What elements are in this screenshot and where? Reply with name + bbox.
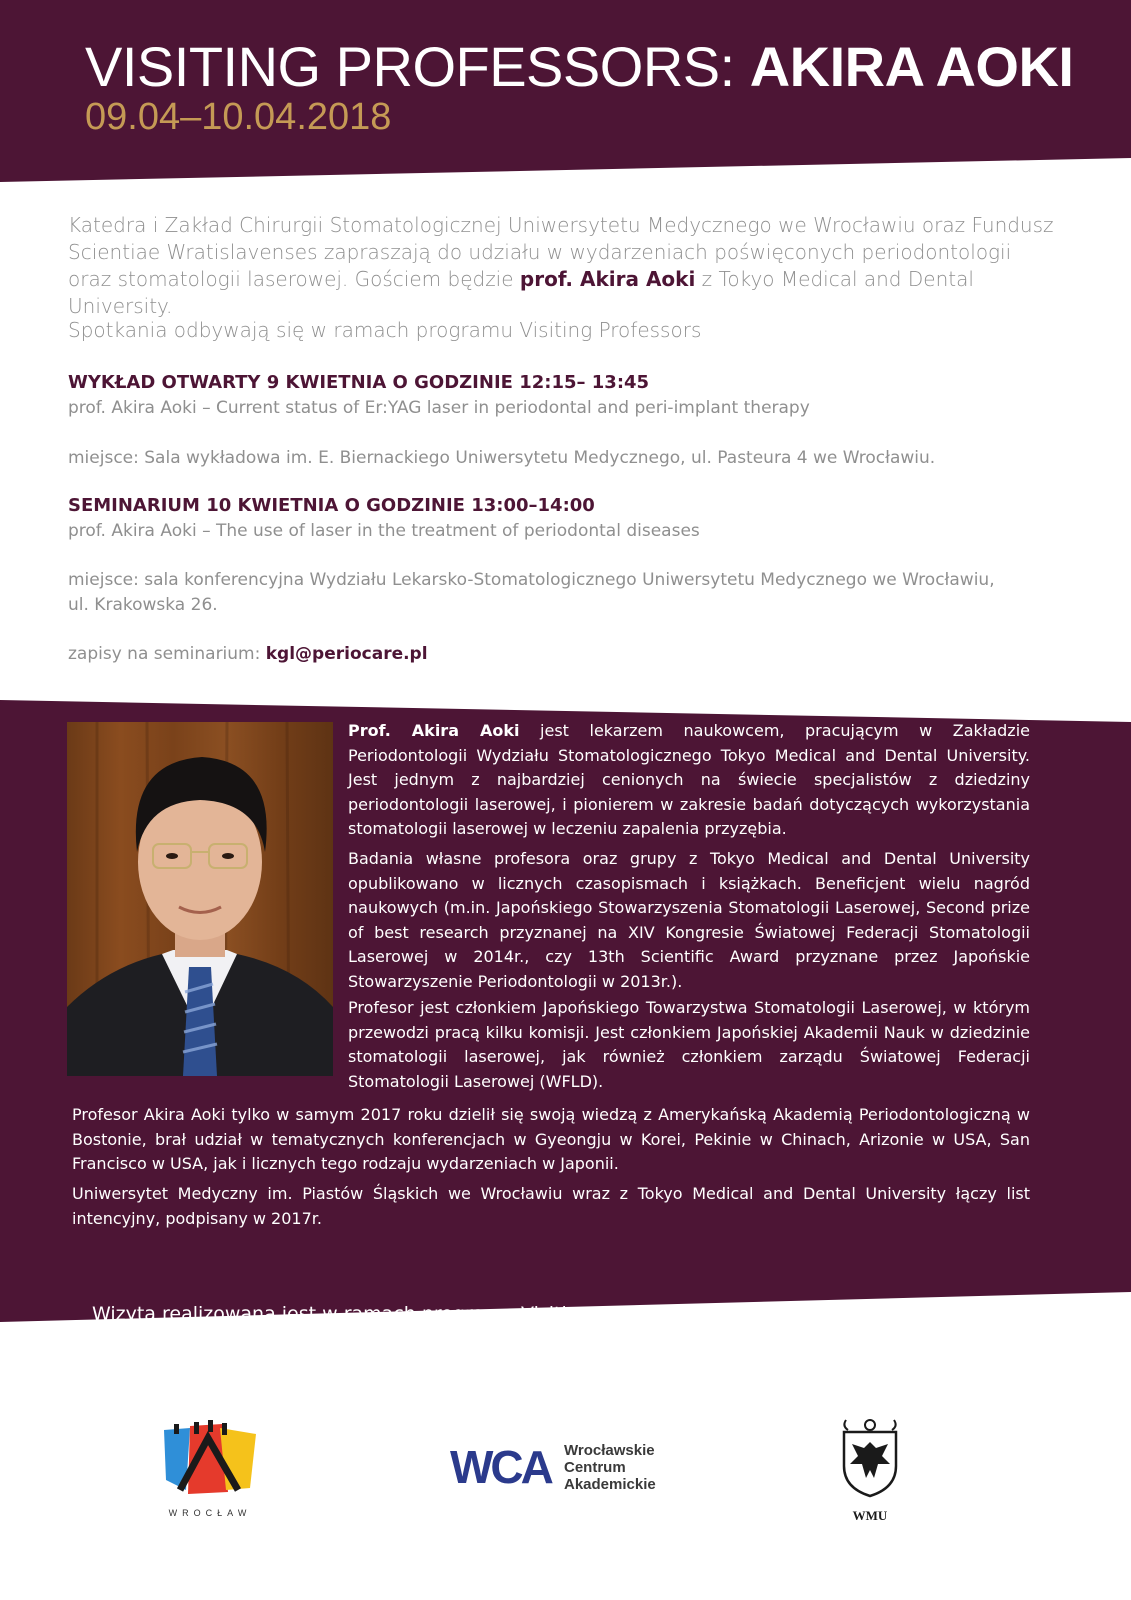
intro-paragraph [68,212,1058,320]
signup-line [68,642,1058,667]
bio-paragraph-2: Badania własne profesora oraz grupy z Tokyo Medical and Dental University opublikowano w licznych czasopismach i książkach. Beneficjent wielu nagród naukowych (m.in. Japońskiego Stowarzyszenia Stomatologii Laserowej, Second prize of best research przyznanej na XIV Kongresie Światowej Federacji Stomatologii Laserowej w 2014r., czy 13th Scientific Award przyznane przez Japońskie Stowarzyszenie Periodontologii w 2013r.). [348,849,1030,991]
intro-text-end: z Tokyo Medical and Dental University. [68,267,974,318]
wca-line1: Wrocławskie [564,1442,655,1459]
signup-label: zapisy na seminarium: [68,644,266,664]
funding-note-line1: Wizyta realizowana jest w ramach programu Visiting Professors, Fundusz Scientiae Wratislavienses, [91,1303,1039,1325]
title-bold: AKIRA AOKI [749,35,1074,98]
wca-logo [450,1440,670,1500]
guest-name: prof. Akira Aoki [519,267,696,291]
funding-note-line2: finansowanego ze środków Miasta Wrocław. [358,1331,773,1353]
title-light: VISITING PROFESSORS: [85,35,750,98]
bio-paragraph-5: Uniwersytet Medyczny im. Piastów Śląskich we Wrocławiu wraz z Tokyo Medical and Dental University łączy list intencyjny, podpisany w 2017r. [72,1184,1030,1228]
bio-paragraph-3: Profesor jest członkiem Japońskiego Towarzystwa Stomatologii Laserowej, w którym przewodzi pracą kilku komisji. Jest członkiem Japońskiej Akademii Nauk w dziedzinie stomatologii laserowej, jak również członkiem zarządu Światowej Federacji Stomatologii Laserowej (WFLD). [348,998,1030,1091]
professor-photo [67,722,333,1076]
bio-p1-text: jest lekarzem naukowcem, pracującym w Zakładzie Periodontologii Wydziału Stomatologicznego Tokyo Medical and Dental University. Jest jednym z najbardziej cenionych na świecie specjalistów z dziedziny periodontologii laserowej, i pionierem w zakresie badań dotyczących wykorzystania stomatologii laserowej w leczeniu zapalenia przyzębia. [348,721,1030,838]
funding-note [60,1300,1071,1356]
wca-line2: Centrum [564,1459,626,1476]
intro-text: Katedra i Zakład Chirurgii Stomatologicznej Uniwersytetu Medycznego we Wrocławiu oraz Fundusz Scientiae Wratislavenses zapraszają do udziału w wydarzeniach poświęconych periodontologii oraz stomatologii laserowej. Gościem będzie [68,213,1054,291]
page-title [85,34,1073,99]
bio-paragraph-1 [348,719,1030,842]
seminar-heading: SEMINARIUM 10 KWIETNIA O GODZINIE 13:00–14:00 [68,495,595,516]
wmu-logo [838,1418,902,1522]
event-dates: 09.04–10.04.2018 [85,96,392,138]
wca-line3: Akademickie [564,1476,656,1493]
lecture-place: miejsce: Sala wykładowa im. E. Biernackiego Uniwersytetu Medycznego, ul. Pasteura 4 we Wrocławiu. [68,448,936,468]
wroclaw-logo [160,1420,260,1520]
lecture-heading: WYKŁAD OTWARTY 9 KWIETNIA O GODZINIE 12:15– 13:45 [68,372,650,393]
wroclaw-logo-caption: WROCŁAW [168,1508,252,1518]
lecture-topic: prof. Akira Aoki – Current status of Er:YAG laser in periodontal and peri-implant therapy [68,398,810,418]
bio-paragraph-4: Profesor Akira Aoki tylko w samym 2017 roku dzielił się swoją wiedzą z Amerykańską Akademią Periodontologiczną w Bostonie, brał udział w tematycznych konferencjach w Gyeongju w Korei, Pekinie w Chinach, Arizonie w USA, San Francisco w USA, jak i licznych tego rodzaju wydarzeniach w Japonii. [72,1105,1030,1173]
wca-logo-text [564,1442,656,1493]
seminar-place: miejsce: sala konferencyjna Wydziału Lekarsko-Stomatologicznego Uniwersytetu Medycznego we Wrocławiu, ul. Krakowska 26. [68,570,995,615]
program-note: Spotkania odbywają się w ramach programu Visiting Professors [68,318,702,342]
signup-email-link[interactable]: kgl@periocare.pl [265,644,428,664]
bio-name: Prof. Akira Aoki [348,721,520,740]
wca-logo-mark-text: WCA [450,1441,551,1493]
wmu-logo-caption: WMU [852,1508,888,1523]
seminar-topic: prof. Akira Aoki – The use of laser in the treatment of periodontal diseases [68,521,700,541]
wca-logo-mark [450,1441,551,1493]
